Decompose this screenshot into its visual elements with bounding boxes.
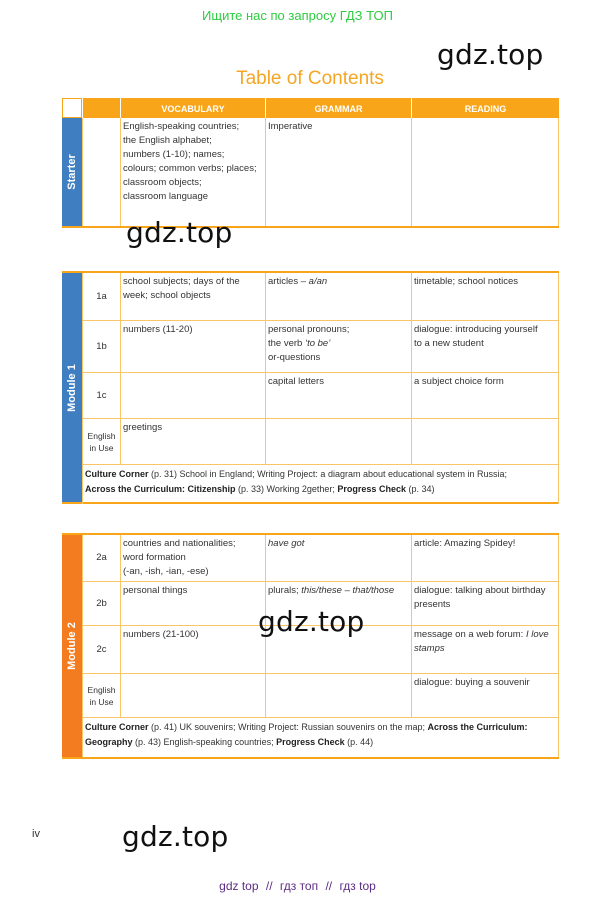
bottom-links [0,879,595,893]
row-number [82,118,120,226]
vocabulary-cell: numbers (21-100) [120,626,265,673]
row-number: 1c [82,373,120,418]
table-row [82,418,559,464]
grammar-line: or-questions [268,352,321,363]
vocabulary-cell [120,535,265,581]
row-number: 2b [82,582,120,625]
starter-side-tab [62,118,82,226]
watermark: gdz.top [126,216,233,249]
vocab-line: classroom objects; [123,177,202,188]
grammar-italic: a/an [308,276,328,287]
reading-cell [411,118,559,226]
reading-cell: a subject choice form [411,373,559,418]
table-row [82,273,559,320]
footer-link[interactable]: гдз top [339,879,376,893]
grammar-text: the verb [268,338,305,349]
reading-cell [411,626,559,673]
reading-cell [411,582,559,625]
reading-cell: timetable; school notices [411,273,559,320]
module2-label: Module 2 [66,622,78,670]
row-number-line: English [87,684,116,695]
table-row [82,118,559,226]
reading-cell: dialogue: buying a souvenir [411,674,559,717]
grammar-line [268,337,409,351]
footer-text: (p. 33) Working 2gether; [235,484,338,494]
vocabulary-cell [120,118,265,226]
header-num-col [82,98,120,118]
table-row [82,320,559,372]
reading-cell [411,321,559,372]
footer-text: (p. 31) School in England; Writing Project: a diagram about educational system in Russia; [148,469,508,479]
reading-line: dialogue: talking about birthday [414,585,546,596]
reading-text: message on a web forum: [414,629,526,640]
footer-link[interactable]: gdz top [219,879,259,893]
table-row [82,673,559,717]
row-number: 1a [82,273,120,320]
row-number [82,674,120,717]
watermark: gdz.top [437,38,544,71]
table-row [82,372,559,418]
watermark: gdz.top [258,605,365,638]
vocabulary-cell [120,674,265,717]
row-number-line: in Use [89,442,114,453]
vocab-line: word formation [123,552,186,563]
module2-grid [82,535,559,757]
row-number-line: English [87,430,116,441]
vocab-line: week; school objects [123,290,211,301]
vocab-line: numbers (1-10); names; [123,149,225,160]
table-row [82,535,559,581]
footer-text: (p. 41) UK souvenirs; Writing Project: Russian souvenirs on the map; [148,722,428,732]
grammar-italic: this/these – that/those [301,585,395,596]
vocab-line: school subjects; days of the [123,276,240,287]
reading-line: to a new student [414,338,484,349]
row-number [82,419,120,464]
module1-grid [82,273,559,504]
module2-side-tab [62,535,82,757]
row-number: 1b [82,321,120,372]
footer-text: (p. 34) [405,484,435,494]
page-number: iv [32,828,40,840]
header-vocabulary: VOCABULARY [120,98,265,118]
starter-label: Starter [66,154,78,190]
vocab-line: colours; common verbs; places; [123,163,257,174]
vocabulary-cell [120,273,265,320]
vocab-line: the English alphabet; [123,135,212,146]
footer-separator: // [325,879,333,893]
module2-footer [82,717,559,757]
across-curriculum-label: Across the Curriculum: Citizenship [85,484,236,494]
starter-grid [82,118,559,226]
module1-section [62,271,559,504]
watermark: gdz.top [122,820,229,853]
module1-label: Module 1 [66,363,78,412]
progress-check-label: Progress Check [337,484,406,494]
header-grammar: GRAMMAR [265,98,411,118]
module2-section [62,533,559,759]
grammar-cell: capital letters [265,373,411,418]
grammar-cell [265,674,411,717]
footer-text: (p. 44) [344,737,374,747]
reading-cell [411,419,559,464]
row-number: 2a [82,535,120,581]
reading-line: dialogue: introducing yourself [414,324,538,335]
geography-label: Geography [85,737,133,747]
header-corner [62,98,82,118]
table-header [62,98,559,118]
reading-italic: stamps [414,643,445,654]
module1-side-tab [62,273,82,502]
vocab-line: (-an, -ish, -ian, -ese) [123,566,209,577]
page-title: Table of Contents [236,68,384,89]
grammar-cell [265,419,411,464]
across-curriculum-label: Across the Curriculum: [427,722,528,732]
vocab-line: countries and nationalities; [123,538,236,549]
vocab-line: classroom language [123,191,209,202]
header-reading: READING [411,98,559,118]
grammar-cell [265,273,411,320]
reading-line: presents [414,599,451,610]
search-banner[interactable]: Ищите нас по запросу ГДЗ ТОП [202,8,393,23]
starter-section [62,118,559,228]
module1-footer [82,464,559,504]
row-number-line: in Use [89,696,114,707]
grammar-text: articles – [268,276,309,287]
progress-check-label: Progress Check [276,737,345,747]
vocabulary-cell: greetings [120,419,265,464]
row-number: 2c [82,626,120,673]
footer-text: (p. 43) English-speaking countries; [132,737,277,747]
culture-corner-label: Culture Corner [85,722,149,732]
reading-cell: article: Amazing Spidey! [411,535,559,581]
footer-separator: // [265,879,273,893]
grammar-cell: have got [265,535,411,581]
culture-corner-label: Culture Corner [85,469,149,479]
grammar-text: plurals; [268,585,302,596]
footer-link[interactable]: гдз топ [279,879,319,893]
vocab-line: English-speaking countries; [123,121,240,132]
grammar-cell: Imperative [265,118,411,226]
vocabulary-cell: numbers (11-20) [120,321,265,372]
reading-italic: I love [525,629,549,640]
grammar-cell [265,321,411,372]
grammar-line: personal pronouns; [268,324,350,335]
vocabulary-cell: personal things [120,582,265,625]
grammar-italic: ‘to be’ [304,338,331,349]
vocabulary-cell [120,373,265,418]
